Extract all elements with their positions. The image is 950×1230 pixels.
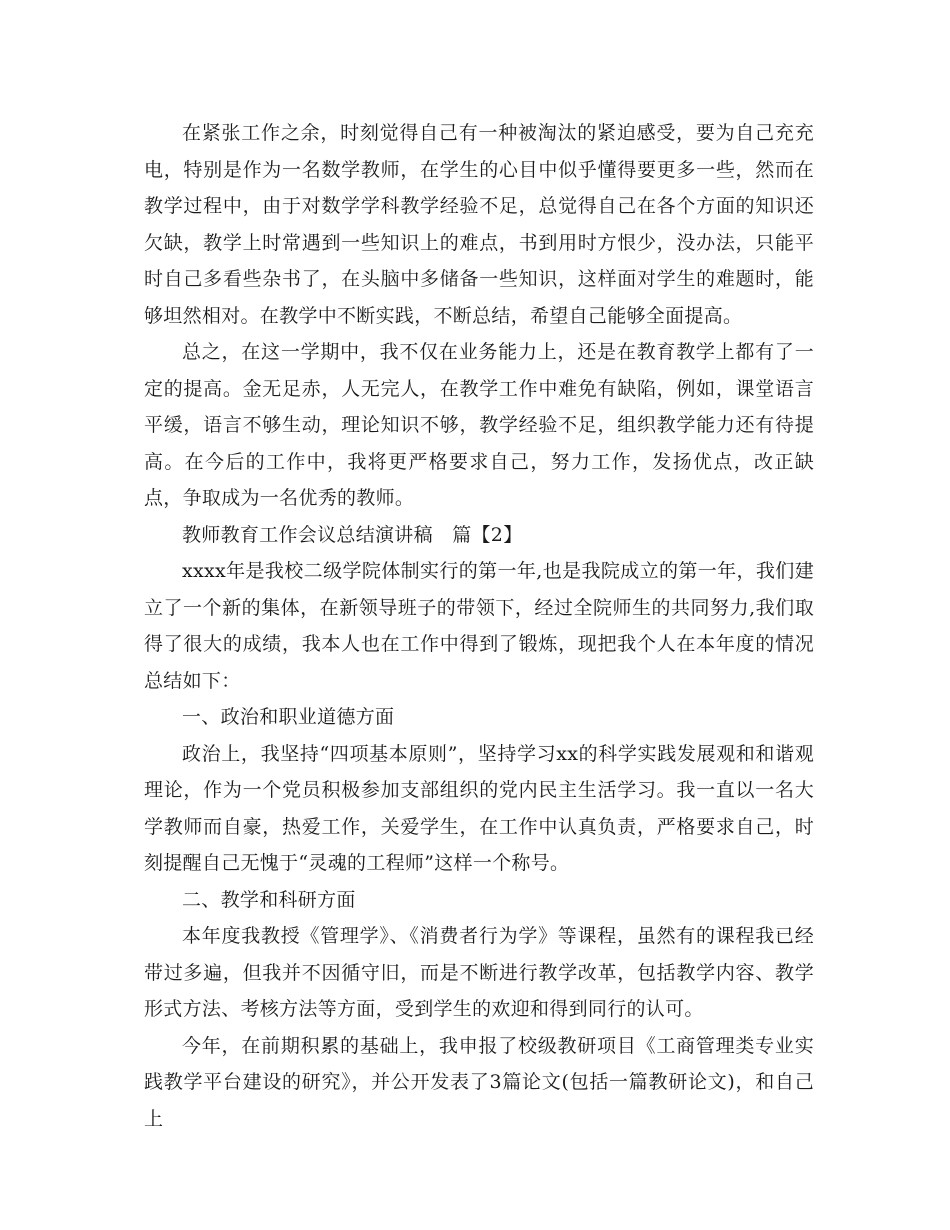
document-body xyxy=(144,115,814,1137)
heading-politics-ethics: 一、政治和职业道德方面 xyxy=(182,706,395,728)
section-title-speech-2: 教师教育工作会议总结演讲稿 篇【2】 xyxy=(182,523,523,546)
paragraph-intro: xxxx年是我校二级学院体制实行的第一年,也是我院成立的第一年，我们建立了一个新的集体，在新领导班子的带领下，经过全院师生的共同努力,我们取得了很大的成绩，我本人也在工作中得到了锻炼，现把我个人在本年度的情况总结如下： xyxy=(144,560,814,692)
paragraph-summary: 总之，在这一学期中，我不仅在业务能力上，还是在教育教学上都有了一定的提高。金无足赤，人无完人，在教学工作中难免有缺陷，例如，课堂语言平缓，语言不够生动，理论知识不够，教学经验不足，组织教学能力还有待提高。在今后的工作中，我将更严格要求自己，努力工作，发扬优点，改正缺点，争取成为一名优秀的教师。 xyxy=(144,341,814,509)
paragraph-courses: 本年度我教授《管理学》、《消费者行为学》等课程，虽然有的课程我已经带过多遍，但我并不因循守旧，而是不断进行教学改革，包括教学内容、教学形式方法、考核方法等方面，受到学生的欢迎和得到同行的认可。 xyxy=(144,925,814,1020)
paragraph-self-improvement: 在紧张工作之余，时刻觉得自己有一种被淘汰的紧迫感受，要为自己充充电，特别是作为一名数学教师，在学生的心目中似乎懂得要更多一些，然而在教学过程中，由于对数学学科教学经验不足，总觉得自己在各个方面的知识还欠缺，教学上时常遇到一些知识上的难点，书到用时方恨少，没办法，只能平时自己多看些杂书了，在头脑中多储备一些知识，这样面对学生的难题时，能够坦然相对。在教学中不断实践，不断总结，希望自己能够全面提高。 xyxy=(144,122,814,327)
heading-teaching-research: 二、教学和科研方面 xyxy=(182,888,356,911)
paragraph-research: 今年，在前期积累的基础上，我申报了校级教研项目《工商管理类专业实践教学平台建设的研究》，并公开发表了3篇论文(包括一篇教研论文)，和自己上 xyxy=(144,1034,814,1130)
paragraph-politics: 政治上，我坚持“四项基本原则”，坚持学习xx的科学实践发展观和和谐观理论，作为一个党员积极参加支部组织的党内民主生活学习。我一直以一名大学教师而自豪，热爱工作，关爱学生，在工作中认真负责，严格要求自己，时刻提醒自己无愧于“灵魂的工程师”这样一个称号。 xyxy=(144,742,814,874)
